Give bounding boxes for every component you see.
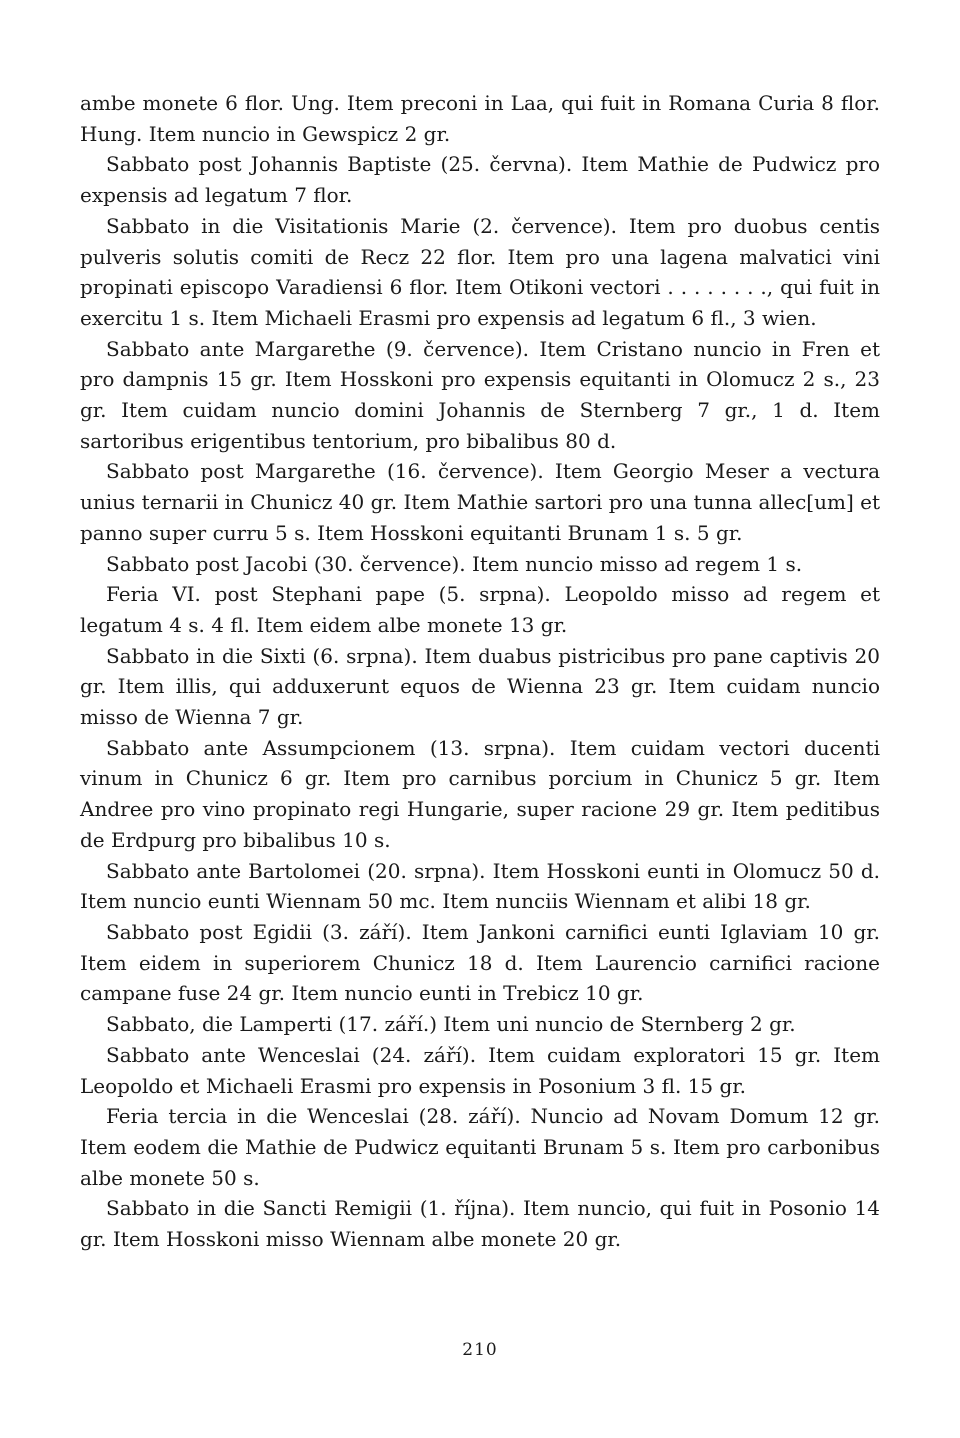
- page-number: 210: [462, 1340, 498, 1360]
- document-body: [80, 88, 880, 1255]
- paragraph: Sabbato in die Sixti (6. srpna). Item duabus pistricibus pro pane captivis 20 gr. Item illis, qui adduxerunt equos de Wienna 23 gr. Item cuidam nuncio misso de Wienna 7 gr.: [80, 643, 880, 730]
- paragraph: Sabbato ante Wenceslai (24. září). Item cuidam exploratori 15 gr. Item Leopoldo et Michaeli Erasmi pro expensis in Posonium 3 fl. 15 gr.: [80, 1042, 880, 1098]
- paragraph: Sabbato, die Lamperti (17. září.) Item uni nuncio de Sternberg 2 gr.: [106, 1012, 796, 1037]
- paragraph: Sabbato in die Visitationis Marie (2. července). Item pro duobus centis pulveris solutis comiti de Recz 22 flor. Item pro una lagena malvatici vini propinati episcopo Varadiensi 6 flor. Item Otikoni vectori . . . . . . . ., qui fuit in exercitu 1 s. Item Michaeli Erasmi pro expensis ad legatum 6 fl., 3 wien.: [80, 213, 880, 330]
- paragraph: Sabbato ante Margarethe (9. července). Item Cristano nuncio in Fren et pro dampnis 15 gr. Item Hosskoni pro expensis equitanti in Olomucz 2 s., 23 gr. Item cuidam nuncio domini Johannis de Sternberg 7 gr., 1 d. Item sartoribus erigentibus tentorium, pro bibalibus 80 d.: [80, 336, 880, 453]
- paragraph: Sabbato ante Bartolomei (20. srpna). Item Hosskoni eunti in Olomucz 50 d. Item nuncio eunti Wiennam 50 mc. Item nunciis Wiennam et alibi 18 gr.: [80, 858, 880, 914]
- paragraph: Sabbato post Johannis Baptiste (25. června). Item Mathie de Pudwicz pro expensis ad legatum 7 flor.: [80, 152, 880, 208]
- paragraph: Sabbato post Egidii (3. září). Item Jankoni carnifici eunti Iglaviam 10 gr. Item eidem in superiorem Chunicz 18 d. Item Laurencio carnifici racione campane fuse 24 gr. Item nuncio eunti in Trebicz 10 gr.: [80, 919, 880, 1006]
- paragraph: Sabbato in die Sancti Remigii (1. října). Item nuncio, qui fuit in Posonio 14 gr. Item Hosskoni misso Wiennam albe monete 20 gr.: [80, 1196, 880, 1252]
- paragraph: Sabbato post Jacobi (30. července). Item nuncio misso ad regem 1 s.: [106, 551, 803, 576]
- paragraph: ambe monete 6 flor. Ung. Item preconi in Laa, qui fuit in Romana Curia 8 flor. Hung. Item nuncio in Gewspicz 2 gr.: [80, 91, 880, 146]
- paragraph: Feria tercia in die Wenceslai (28. září). Nuncio ad Novam Domum 12 gr. Item eodem die Mathie de Pudwicz equitanti Brunam 5 s. Item pro carbonibus albe monete 50 s.: [80, 1104, 880, 1190]
- paragraph: Feria VI. post Stephani pape (5. srpna). Leopoldo misso ad regem et legatum 4 s. 4 fl. Item eidem albe monete 13 gr.: [80, 582, 880, 637]
- paragraph: Sabbato ante Assumpcionem (13. srpna). Item cuidam vectori ducenti vinum in Chunicz 6 gr. Item pro carnibus porcium in Chunicz 5 gr. Item Andree pro vino propinato regi Hungarie, super racione 29 gr. Item peditibus de Erdpurg pro bibalibus 10 s.: [80, 735, 880, 852]
- paragraph: Sabbato post Margarethe (16. července). Item Georgio Meser a vectura unius ternarii in Chunicz 40 gr. Item Mathie sartori pro una tunna allec[um] et panno super curru 5 s. Item Hosskoni equitanti Brunam 1 s. 5 gr.: [80, 459, 880, 545]
